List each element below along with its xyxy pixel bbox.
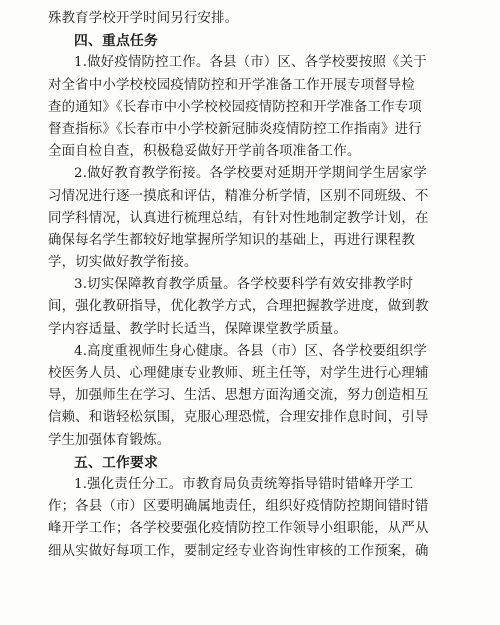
doc-line-22: 1.强化责任分工。市教育局负责统筹指导错时错峰开学工 — [74, 476, 414, 492]
doc-line-4: 对全省中小学校校园疫情防控和开学准备工作开展专项督导检 — [48, 77, 415, 93]
doc-line-17: 校医务人员、心理健康专业教师、班主任等，对学生进行心理辅 — [48, 366, 429, 381]
doc-line-11: 确保每名学生都较好地掌握所学知识的基础上，再进行课程教 — [48, 232, 415, 248]
doc-line-24: 峰开学工作；各学校要强化疫情防控工作领导小组职能，从严从 — [48, 521, 429, 537]
doc-line-15: 学内容适量、教学时长适当，保障课堂教学质量。 — [48, 321, 347, 337]
doc-line-13: 3.切实保障教育教学质量。各学校要科学有效安排教学时 — [74, 277, 414, 293]
doc-line-14: 间，强化教研指导，优化教学方式，合理把握教学进度，做到教 — [48, 299, 429, 315]
doc-line-25: 细从实做好每项工作，要制定经专业咨询性审核的工作预案，确 — [48, 543, 429, 559]
doc-line-8: 2.做好教育教学衔接。各学校要对延期开学期间学生居家学 — [74, 166, 427, 182]
doc-line-10: 同学科情况，认真进行梳理总结，有针对性地制定教学计划，在 — [48, 210, 429, 226]
doc-line-19: 信赖、和谐轻松氛围，克服心理恐慌，合理安排作息时间，引导 — [48, 410, 429, 426]
section-heading-work-requirements: 五、工作要求 — [74, 454, 158, 471]
doc-line-12: 学，切实做好教学衔接。 — [48, 255, 198, 271]
doc-line-9: 习情况进行逐一摸底和评估，精准分析学情，区别不同班级、不 — [48, 188, 429, 204]
doc-line-7: 全面自检自查，积极稳妥做好开学前各项准备工作。 — [48, 144, 361, 160]
doc-line-18: 导，加强师生在学习、生活、思想方面沟通交流，努力创造相互 — [48, 388, 429, 404]
doc-line-5: 查的通知》《长春市中小学校校园疫情防控和开学准备工作专项 — [48, 99, 422, 115]
doc-line-6: 督查指标》《长春市中小学校新冠肺炎疫情防控工作指南》进行 — [48, 121, 422, 137]
doc-line-20: 学生加强体育锻炼。 — [48, 432, 171, 448]
doc-line-1: 殊教育学校开学时间另行安排。 — [48, 11, 239, 26]
section-heading-key-tasks: 四、重点任务 — [74, 33, 158, 50]
doc-line-16: 4.高度重视师生身心健康。各县（市）区、各学校要组织学 — [74, 343, 427, 359]
doc-line-3: 1.做好疫情防控工作。各县（市）区、各学校要按照《关于 — [74, 55, 427, 71]
doc-line-23: 作；各县（市）区要明确属地责任，组织好疫情防控期间错时错 — [48, 499, 429, 515]
